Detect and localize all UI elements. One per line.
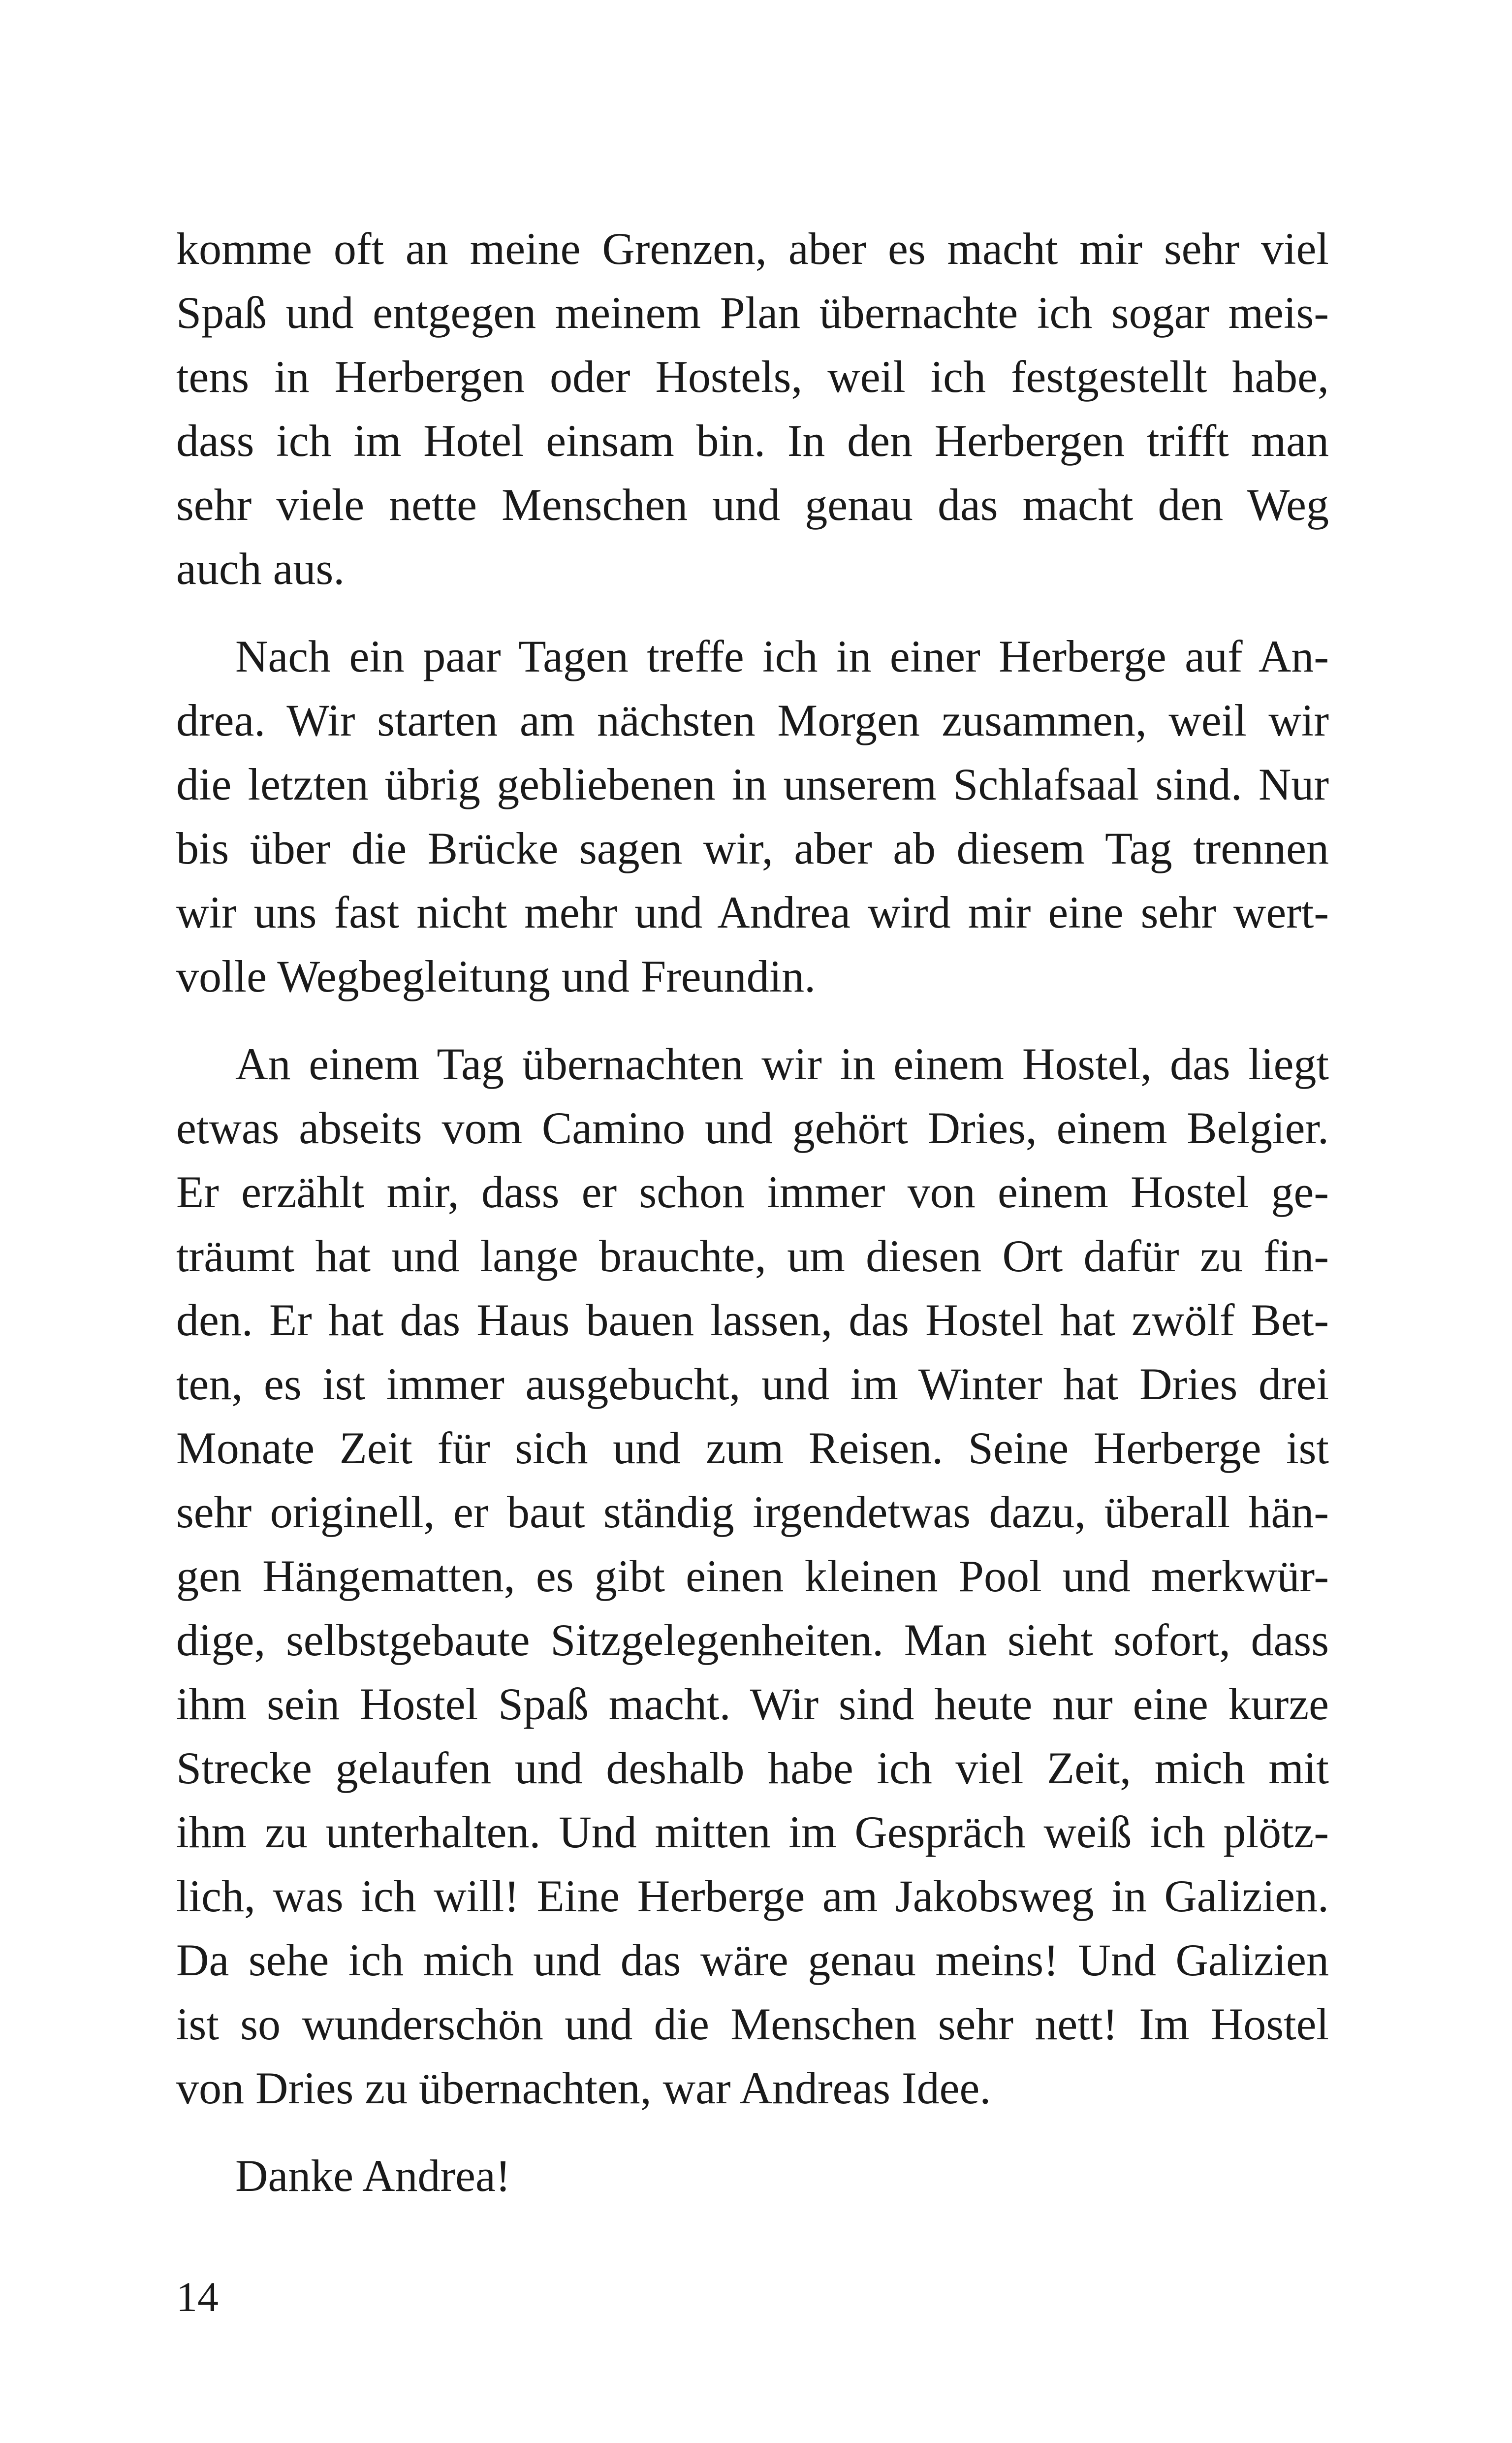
text-line: Nach ein paar Tagen treffe ich in einer Herberge auf An- bbox=[235, 631, 1329, 681]
text-line: bis über die Brücke sagen wir, aber ab diesem Tag trennen bbox=[176, 823, 1329, 873]
text-line: Danke Andrea! bbox=[235, 2151, 511, 2201]
text-line: den. Er hat das Haus bauen lassen, das Hostel hat zwölf Bet- bbox=[176, 1295, 1329, 1345]
text-line: träumt hat und lange brauchte, um diesen Ort dafür zu fin- bbox=[176, 1231, 1329, 1281]
body-text bbox=[176, 217, 1329, 2208]
paragraph bbox=[176, 624, 1329, 1008]
text-line: tens in Herbergen oder Hostels, weil ich festgestellt habe, bbox=[176, 352, 1329, 402]
paragraph-spacer bbox=[176, 1008, 1329, 1032]
text-line: von Dries zu übernachten, war Andreas Idee. bbox=[176, 2063, 991, 2113]
text-line: gen Hängematten, es gibt einen kleinen Pool und merkwür- bbox=[176, 1551, 1329, 1601]
text-line: Er erzählt mir, dass er schon immer von einem Hostel ge- bbox=[176, 1167, 1329, 1217]
paragraph bbox=[176, 1032, 1329, 2120]
text-line: ten, es ist immer ausgebucht, und im Winter hat Dries drei bbox=[176, 1359, 1329, 1409]
text-line: ist so wunderschön und die Menschen sehr nett! Im Hostel bbox=[176, 1999, 1329, 2049]
text-line: drea. Wir starten am nächsten Morgen zusammen, weil wir bbox=[176, 695, 1329, 745]
text-line: ihm zu unterhalten. Und mitten im Gespräch weiß ich plötz- bbox=[176, 1807, 1329, 1857]
paragraph bbox=[176, 217, 1329, 601]
text-line: dass ich im Hotel einsam bin. In den Herbergen trifft man bbox=[176, 416, 1329, 466]
paragraph-spacer bbox=[176, 601, 1329, 624]
text-line: etwas abseits vom Camino und gehört Dries, einem Belgier. bbox=[176, 1103, 1329, 1153]
text-line: ihm sein Hostel Spaß macht. Wir sind heute nur eine kurze bbox=[176, 1679, 1329, 1729]
text-line: Strecke gelaufen und deshalb habe ich viel Zeit, mich mit bbox=[176, 1743, 1329, 1793]
text-line: An einem Tag übernachten wir in einem Hostel, das liegt bbox=[235, 1039, 1329, 1089]
text-line: Spaß und entgegen meinem Plan übernachte ich sogar meis- bbox=[176, 288, 1329, 338]
text-line: sehr viele nette Menschen und genau das macht den Weg bbox=[176, 480, 1329, 530]
page-number: 14 bbox=[176, 2273, 219, 2320]
text-line: die letzten übrig gebliebenen in unserem Schlafsaal sind. Nur bbox=[176, 759, 1329, 809]
text-line: wir uns fast nicht mehr und Andrea wird mir eine sehr wert- bbox=[176, 887, 1329, 937]
paragraph-spacer bbox=[176, 2120, 1329, 2144]
text-line: komme oft an meine Grenzen, aber es macht mir sehr viel bbox=[176, 224, 1329, 274]
text-line: Monate Zeit für sich und zum Reisen. Seine Herberge ist bbox=[176, 1423, 1329, 1473]
text-line: lich, was ich will! Eine Herberge am Jakobsweg in Galizien. bbox=[176, 1871, 1329, 1921]
paragraph bbox=[176, 2144, 1329, 2208]
text-line: auch aus. bbox=[176, 544, 345, 594]
text-line: sehr originell, er baut ständig irgendetwas dazu, überall hän- bbox=[176, 1487, 1329, 1537]
text-line: dige, selbstgebaute Sitzgelegenheiten. Man sieht sofort, dass bbox=[176, 1615, 1329, 1665]
text-line: volle Wegbegleitung und Freundin. bbox=[176, 951, 816, 1001]
text-line: Da sehe ich mich und das wäre genau meins! Und Galizien bbox=[176, 1935, 1329, 1985]
